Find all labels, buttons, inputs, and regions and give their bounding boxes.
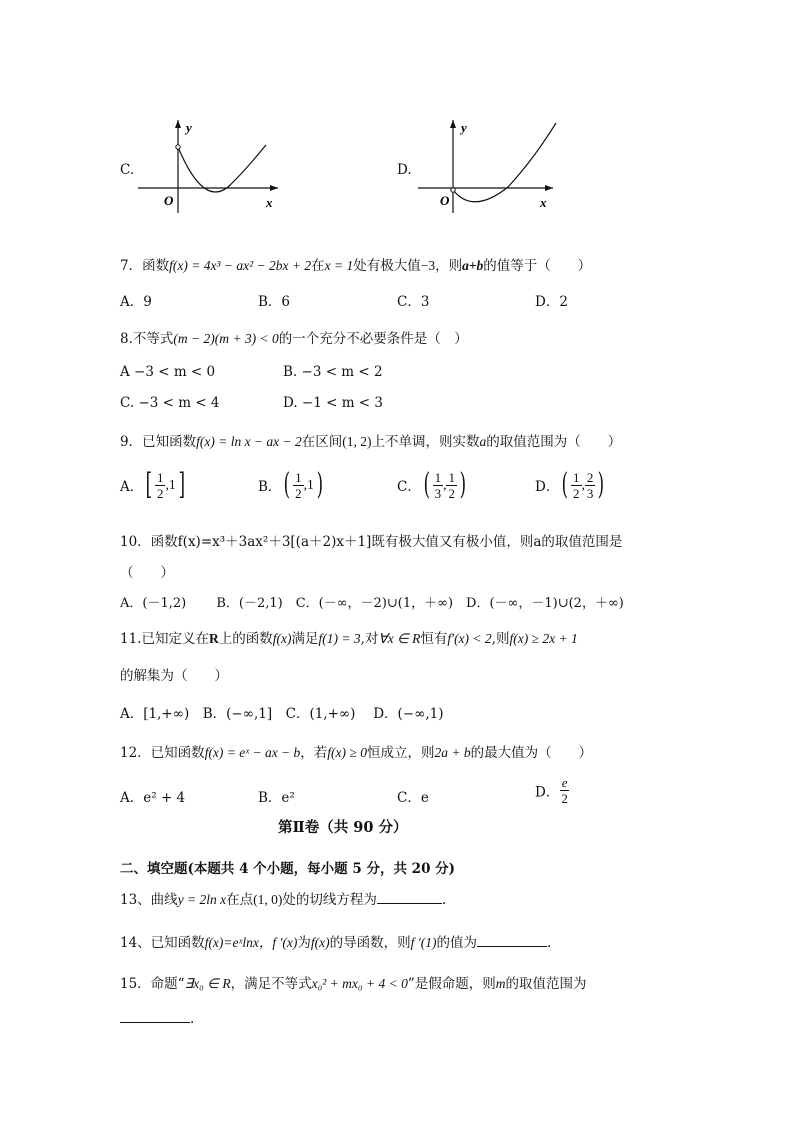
q9-option-c: C．( $\frac{1}{3}$ , $\frac{1}{2}$ ) xyxy=(397,467,467,502)
q8-option-a: A −3 < m < 0 xyxy=(120,364,216,380)
graph-d xyxy=(418,115,563,215)
question-15-line2: . xyxy=(120,1010,194,1027)
question-14: 14、已知函数f(x)=eˣlnx，f ′(x)为f(x)的导函数，则f ′(1)的值为 . xyxy=(120,935,552,951)
q12-option-d: D． $\frac{e}{2}$ xyxy=(535,775,568,806)
question-11-line2: 的解集为（ ） xyxy=(120,668,228,684)
fill-in-header: 二、填空题(本题共 4 个小题，每小题 5 分，共 20 分) xyxy=(120,861,456,877)
q15-answer-blank[interactable] xyxy=(120,1010,190,1023)
q7-option-b: B．6 xyxy=(258,294,291,310)
question-10-blank: （ ） xyxy=(120,565,174,581)
question-7: 7．函数f(x) = 4x³ − ax² − 2bx + 2在x = 1处有极大值−3，则a+b的值等于（ ） xyxy=(120,258,592,274)
question-10: 10．函数f(x)=x³＋3ax²＋3[(a＋2)x＋1]既有极大值又有极小值，则a的取值范围是 xyxy=(120,534,623,550)
question-12: 12．已知函数f(x) = eˣ − ax − b，若f(x) ≥ 0恒成立，则2a + b的最大值为（ ） xyxy=(120,745,593,761)
q11-options: A．[1,+∞) B．(−∞,1] C．(1,+∞) D．(−∞,1) xyxy=(120,706,444,722)
q8-option-c: C. −3 < m < 4 xyxy=(120,395,220,411)
question-11: 11.已知定义在R上的函数f(x)满足f(1) = 3,对∀x ∈ R恒有f′(x) < 2,则f(x) ≥ 2x + 1 xyxy=(120,631,578,647)
graph-c-x: x xyxy=(266,195,273,210)
graph-d-y: y xyxy=(461,120,467,135)
section-2-title: 第Ⅱ卷（共 90 分） xyxy=(278,819,408,836)
q7-option-c: C．3 xyxy=(397,294,430,310)
graph-c-label: C. xyxy=(120,162,135,178)
graph-d-x: x xyxy=(540,195,547,210)
question-9: 9．已知函数f(x) = ln x − ax − 2在区间(1, 2)上不单调，则实数a的取值范围为（ ） xyxy=(120,434,622,450)
q12-option-c: C．e xyxy=(397,790,429,806)
q12-option-a: A．e² + 4 xyxy=(120,790,186,806)
graph-c-y: y xyxy=(186,120,192,135)
q8-option-d: D. −1 < m < 3 xyxy=(283,395,384,411)
question-13: 13、曲线y = 2ln x在点(1, 0)处的切线方程为 . xyxy=(120,892,447,908)
graph-d-label: D. xyxy=(397,162,412,178)
q14-answer-blank[interactable] xyxy=(477,934,547,947)
q12-option-b: B．e² xyxy=(258,790,295,806)
q7-option-a: A．9 xyxy=(120,294,152,310)
graph-c-origin: O xyxy=(164,193,174,208)
q9-option-d: D．( $\frac{1}{2}$ , $\frac{2}{3}$ ) xyxy=(535,467,605,502)
q7-option-d: D．2 xyxy=(535,294,568,310)
question-8: 8.不等式(m − 2)(m + 3) < 0的一个充分不必要条件是（ ） xyxy=(120,331,468,347)
q8-option-b: B. −3 < m < 2 xyxy=(283,364,383,380)
q9-option-b: B．( $\frac{1}{2}$ ,1) xyxy=(258,467,323,502)
graph-d-origin: O xyxy=(440,193,450,208)
graph-c xyxy=(138,115,288,215)
q9-option-a: A．[ $\frac{1}{2}$ ,1] xyxy=(120,467,185,502)
q13-answer-blank[interactable] xyxy=(377,891,442,904)
question-15: 15．命题“∃x₀ ∈ R，满足不等式x₀² + mx₀ + 4 < 0”是假命题，则m的取值范围为 xyxy=(120,976,587,992)
q10-options: A．(－1,2) B．(－2,1) C．(－∞，－2)∪(1，＋∞) D．(－∞，－1)∪(2，＋∞) xyxy=(120,596,624,611)
